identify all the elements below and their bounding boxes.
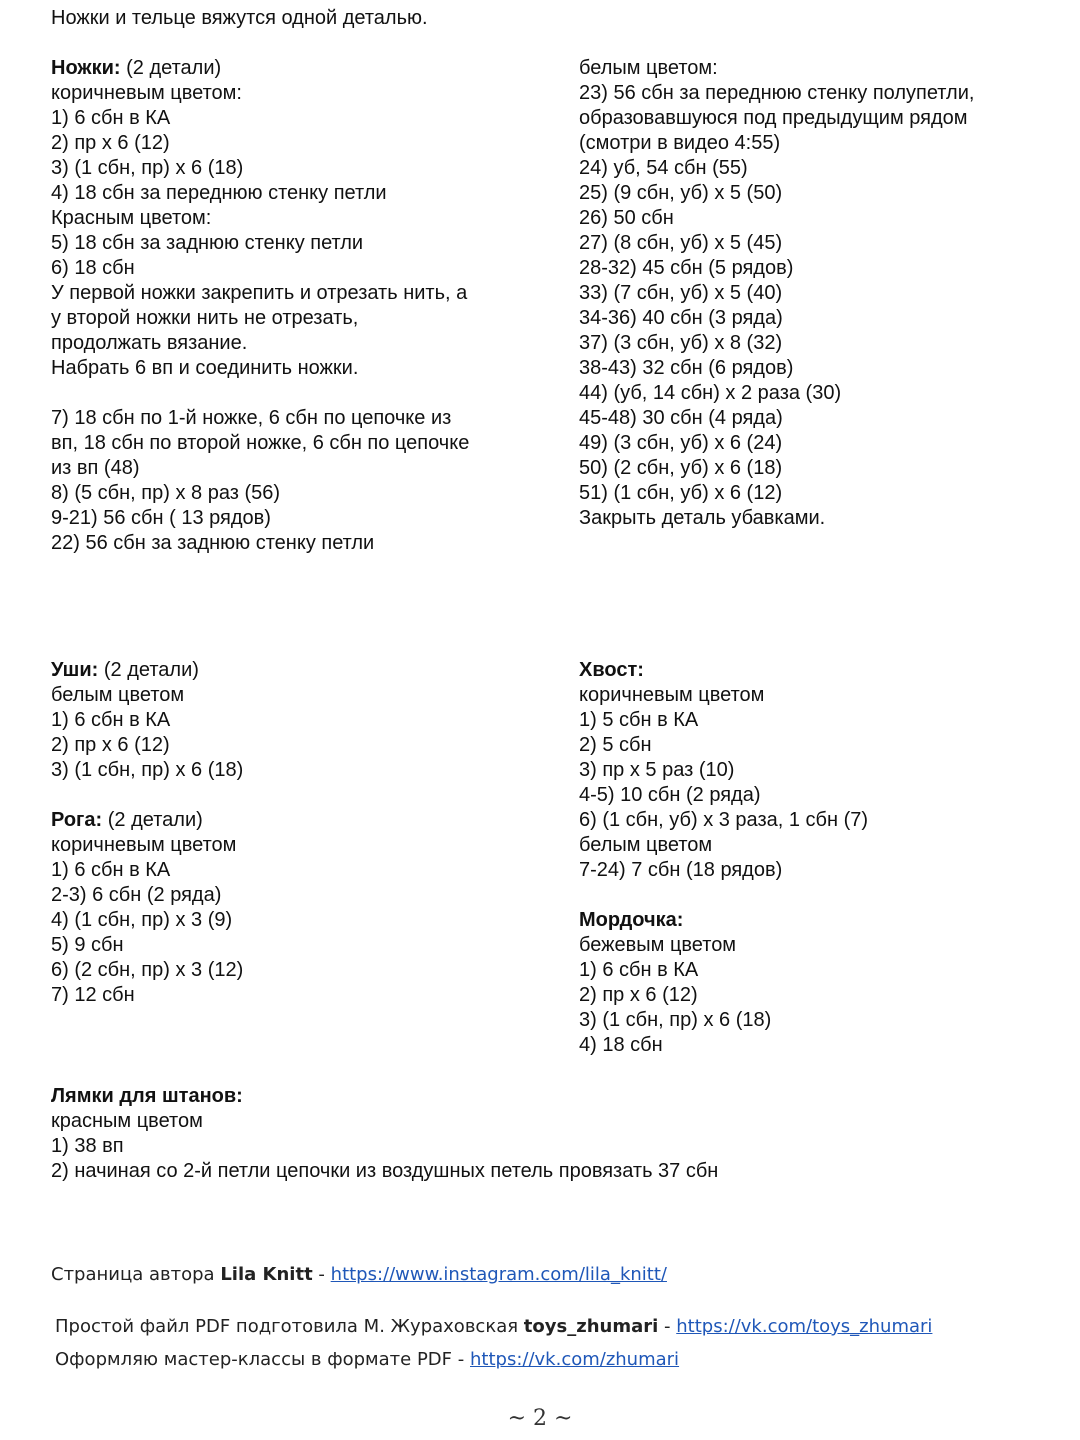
lyamki-line: красным цветом (51, 1110, 203, 1132)
nozhki-line: 5) 18 сбн за заднюю стенку петли (51, 232, 364, 254)
nozhki-line: 7) 18 сбн по 1-й ножке, 6 сбн по цепочке из (51, 407, 452, 429)
footer-classes (55, 1348, 679, 1372)
mordochka-heading (579, 908, 868, 933)
footer-pdf-credit (55, 1315, 932, 1339)
ushi-title: Уши (51, 659, 92, 681)
roga-line: 2-3) 6 сбн (2 ряда) (51, 884, 222, 906)
roga-line: 7) 12 сбн (51, 984, 135, 1006)
nozhki-line: коричневым цветом: (51, 82, 242, 104)
mordochka-line: 1) 6 сбн в КА (579, 959, 699, 981)
mordochka-line: 3) (1 сбн, пр) х 6 (18) (579, 1009, 772, 1031)
khvost-line: 1) 5 сбн в КА (579, 709, 699, 731)
section-ushi-roga (51, 658, 243, 1008)
roga-line: 5) 9 сбн (51, 934, 124, 956)
body-line: белым цветом: (579, 57, 718, 79)
body-line: 45-48) 30 сбн (4 ряда) (579, 407, 783, 429)
khvost-line: 2) 5 сбн (579, 734, 652, 756)
khvost-line: коричневым цветом (579, 684, 765, 706)
spacer (51, 381, 469, 406)
lyamki-line: 1) 38 вп (51, 1135, 124, 1157)
section-lyamki (51, 1084, 718, 1184)
spacer (51, 783, 243, 808)
body-line: 28-32) 45 сбн (5 рядов) (579, 257, 794, 279)
nozhki-line: 1) 6 сбн в КА (51, 107, 171, 129)
khvost-line: 6) (1 сбн, уб) х 3 раза, 1 сбн (7) (579, 809, 869, 831)
nozhki-line: Набрать 6 вп и соединить ножки. (51, 357, 359, 379)
khvost-line: 3) пр х 5 раз (10) (579, 759, 735, 781)
nozhki-line: 8) (5 сбн, пр) х 8 раз (56) (51, 482, 281, 504)
nozhki-line: у второй ножки нить не отрезать, (51, 307, 359, 329)
nozhki-title: Ножки (51, 57, 114, 79)
mordochka-line: 2) пр х 6 (12) (579, 984, 698, 1006)
author-prefix: Страница автора (51, 1264, 215, 1285)
body-line: 37) (3 сбн, уб) х 8 (32) (579, 332, 783, 354)
body-line: 50) (2 сбн, уб) х 6 (18) (579, 457, 783, 479)
classes-vk-link[interactable]: https://vk.com/zhumari (470, 1349, 680, 1370)
nozhki-line: 4) 18 сбн за переднюю стенку петли (51, 182, 387, 204)
body-line: 38-43) 32 сбн (6 рядов) (579, 357, 794, 379)
section-khvost-mordochka (579, 658, 868, 1058)
nozhki-line: Красным цветом: (51, 207, 212, 229)
khvost-heading (579, 658, 868, 683)
roga-line: 6) (2 сбн, пр) х 3 (12) (51, 959, 244, 981)
pdf-dash: - (664, 1316, 671, 1337)
body-line: 23) 56 сбн за переднюю стенку полупетли, (579, 82, 975, 104)
author-dash: - (318, 1264, 325, 1285)
body-line: 51) (1 сбн, уб) х 6 (12) (579, 482, 783, 504)
body-line: (смотри в видео 4:55) (579, 132, 781, 154)
nozhki-count: (2 детали) (126, 57, 222, 79)
ushi-line: 3) (1 сбн, пр) х 6 (18) (51, 759, 244, 781)
ushi-count: (2 детали) (103, 659, 199, 681)
mordochka-title: Мордочка: (579, 909, 684, 931)
nozhki-line: 22) 56 сбн за заднюю стенку петли (51, 532, 375, 554)
footer-author (51, 1263, 667, 1287)
ushi-line: белым цветом (51, 684, 185, 706)
pdf-prefix: Простой файл PDF подготовила М. Жураховская (55, 1316, 519, 1337)
body-line: 27) (8 сбн, уб) х 5 (45) (579, 232, 783, 254)
roga-line: 4) (1 сбн, пр) х 3 (9) (51, 909, 233, 931)
roga-heading: Рога: (2 детали) (51, 809, 203, 831)
mordochka-line: бежевым цветом (579, 934, 737, 956)
lyamki-title: Лямки для штанов (51, 1085, 237, 1107)
body-line: 24) уб, 54 сбн (55) (579, 157, 748, 179)
nozhki-line: 6) 18 сбн (51, 257, 135, 279)
nozhki-line: 2) пр х 6 (12) (51, 132, 170, 154)
intro-line: Ножки и тельце вяжутся одной деталью. (51, 7, 428, 29)
mordochka-line: 4) 18 сбн (579, 1034, 663, 1056)
nozhki-heading: Ножки: (2 детали) (51, 57, 222, 79)
nozhki-line: 3) (1 сбн, пр) х 6 (18) (51, 157, 244, 179)
nozhki-line: 9-21) 56 сбн ( 13 рядов) (51, 507, 271, 529)
body-line: 49) (3 сбн, уб) х 6 (24) (579, 432, 783, 454)
lyamki-heading: Лямки для штанов: (51, 1085, 243, 1107)
author-name: Lila Knitt (220, 1264, 313, 1285)
body-line: 34-36) 40 сбн (3 ряда) (579, 307, 783, 329)
khvost-line: 7-24) 7 сбн (18 рядов) (579, 859, 783, 881)
khvost-line: 4-5) 10 сбн (2 ряда) (579, 784, 761, 806)
pdf-name: toys_zhumari (523, 1316, 659, 1337)
body-line: образовавшуюся под предыдущим рядом (579, 107, 968, 129)
section-nozhki (51, 56, 469, 556)
roga-count: (2 детали) (107, 809, 203, 831)
pdf-vk-link[interactable]: https://vk.com/toys_zhumari (676, 1316, 933, 1337)
body-line: 26) 50 сбн (579, 207, 674, 229)
ushi-heading: Уши: (2 детали) (51, 659, 199, 681)
classes-prefix: Оформляю мастер-классы в формате PDF (55, 1349, 453, 1370)
page-number: ~ 2 ~ (507, 1406, 573, 1431)
classes-dash: - (457, 1349, 465, 1370)
body-line: 44) (уб, 14 сбн) х 2 раза (30) (579, 382, 842, 404)
ushi-line: 2) пр х 6 (12) (51, 734, 170, 756)
body-line: Закрыть деталь убавками. (579, 507, 826, 529)
body-line: 25) (9 сбн, уб) х 5 (50) (579, 182, 783, 204)
ushi-line: 1) 6 сбн в КА (51, 709, 171, 731)
khvost-title: Хвост: (579, 659, 644, 681)
author-instagram-link[interactable]: https://www.instagram.com/lila_knitt/ (330, 1264, 667, 1285)
roga-title: Рога (51, 809, 96, 831)
section-body-continuation (579, 56, 974, 531)
khvost-line: белым цветом (579, 834, 713, 856)
spacer (579, 883, 868, 908)
lyamki-line: 2) начиная со 2-й петли цепочки из воздушных петель провязать 37 сбн (51, 1160, 719, 1182)
roga-line: коричневым цветом (51, 834, 237, 856)
nozhki-line: вп, 18 сбн по второй ножке, 6 сбн по цепочке (51, 432, 470, 454)
nozhki-line: из вп (48) (51, 457, 140, 479)
nozhki-line: продолжать вязание. (51, 332, 248, 354)
nozhki-line: У первой ножки закрепить и отрезать нить, а (51, 282, 468, 304)
intro-text (51, 6, 428, 31)
roga-line: 1) 6 сбн в КА (51, 859, 171, 881)
body-line: 33) (7 сбн, уб) х 5 (40) (579, 282, 783, 304)
